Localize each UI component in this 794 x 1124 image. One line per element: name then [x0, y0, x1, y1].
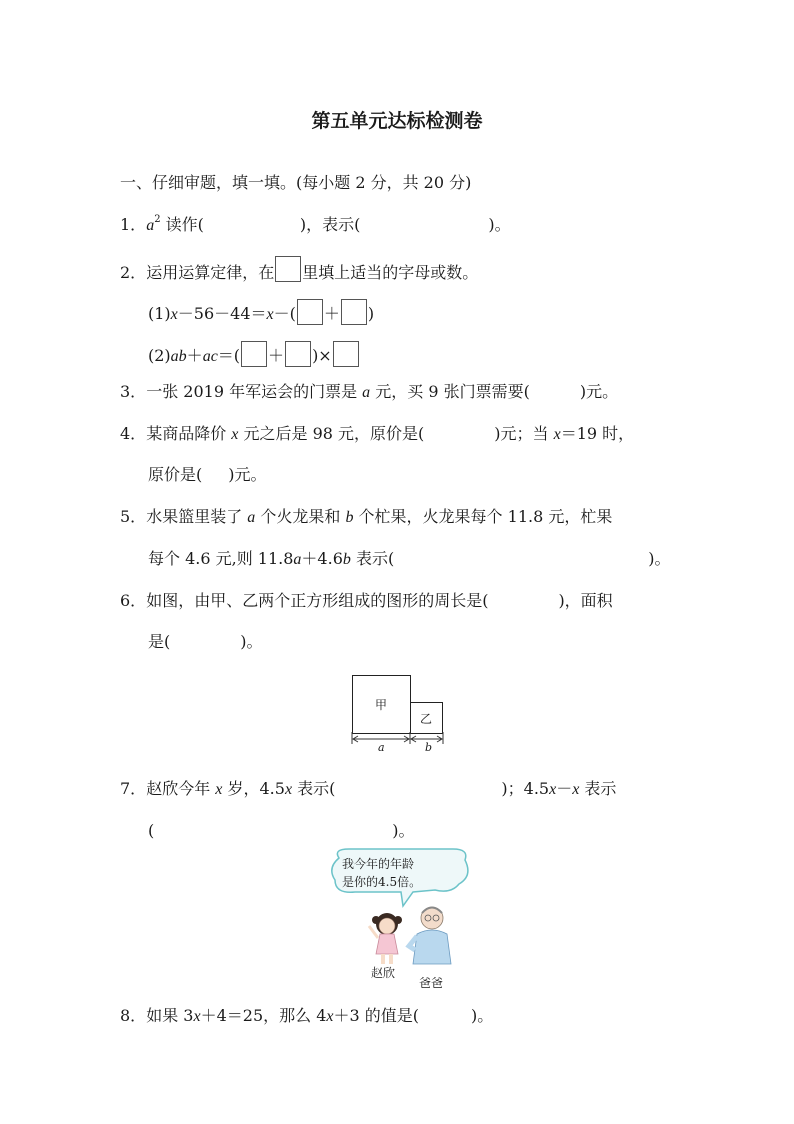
variable: a: [362, 384, 371, 401]
question-8: [120, 1003, 493, 1026]
character-label-dad: 爸爸: [419, 976, 444, 990]
question-number: 3．: [120, 382, 147, 401]
expression-text: ＋: [323, 304, 340, 323]
question-4-line-2: [148, 462, 267, 485]
question-2: [120, 256, 478, 283]
variable: x: [193, 1008, 201, 1025]
illustration: [325, 846, 475, 994]
question-text: 元之后是 98 元，原价是(: [238, 424, 425, 443]
variable: ac: [202, 348, 218, 365]
expression-text: ): [367, 304, 375, 323]
answer-box[interactable]: [275, 256, 301, 282]
question-text: )，面积: [558, 591, 613, 610]
variable: x: [215, 781, 223, 798]
dimension-label-b: b: [425, 741, 433, 754]
variable: a: [293, 551, 302, 568]
character-label-girl: 赵欣: [371, 966, 396, 980]
square-label: 乙: [420, 712, 433, 726]
answer-box[interactable]: [333, 341, 359, 367]
question-text: 岁，4.5: [222, 779, 285, 798]
question-text: 原价是(: [148, 465, 203, 484]
question-number: 6．: [120, 591, 147, 610]
variable: x: [326, 1008, 334, 1025]
question-text: )，表示(: [299, 215, 361, 234]
question-6: [120, 588, 613, 611]
speech-bubble-line-2: 是你的4.5倍。: [342, 875, 422, 889]
question-number: 5．: [120, 507, 147, 526]
squares-figure: [348, 672, 448, 754]
answer-box[interactable]: [241, 341, 267, 367]
expression-text: －56－44＝: [177, 304, 267, 323]
question-text: 元，买 9 张门票需要(: [370, 382, 530, 401]
question-text: 读作(: [160, 215, 204, 234]
question-text: 个火龙果和: [255, 507, 346, 526]
question-5: [120, 504, 612, 527]
dimension-lines: [348, 730, 448, 754]
expression-text: ＝(: [217, 346, 241, 365]
question-text: )。: [488, 215, 511, 234]
exponent: 2: [154, 214, 161, 225]
question-text: 某商品降价: [146, 424, 232, 443]
square-label: 甲: [375, 698, 388, 712]
variable: x: [231, 426, 239, 443]
variable: a: [247, 509, 256, 526]
page-title: 第五单元达标检测卷: [311, 110, 483, 132]
square-jia: [352, 675, 411, 734]
expression-text: －(: [273, 304, 296, 323]
speech-bubble-line-1: 我今年的年龄: [342, 857, 415, 871]
question-text: )。: [240, 632, 263, 651]
question-text: 赵欣今年: [146, 779, 216, 798]
variable: x: [572, 781, 580, 798]
question-number: 1．: [120, 215, 147, 234]
question-3: [120, 379, 618, 402]
question-text: －: [556, 779, 573, 798]
question-text: 表示: [579, 779, 617, 798]
question-text: 表示(: [350, 549, 395, 568]
question-text: 如图，由甲、乙两个正方形组成的图形的周长是(: [146, 591, 489, 610]
question-6-line-2: [148, 629, 263, 652]
variable: x: [266, 306, 274, 323]
answer-box[interactable]: [341, 299, 367, 325]
question-2-part-2: [148, 341, 360, 367]
question-number: 2．: [120, 263, 147, 282]
question-text: ＋3 的值是(: [333, 1006, 420, 1025]
question-text: (: [148, 821, 155, 840]
question-text: )元；当: [494, 424, 554, 443]
variable: b: [345, 509, 354, 526]
question-text: 是(: [148, 632, 171, 651]
question-text: ＝19 时，: [560, 424, 635, 443]
question-text: )。: [648, 549, 671, 568]
question-text: )。: [471, 1006, 494, 1025]
question-text: )；4.5: [501, 779, 550, 798]
variable: ab: [170, 348, 187, 365]
question-7: [120, 776, 616, 799]
question-4: [120, 421, 634, 444]
question-text: 运用运算定律，在: [146, 263, 275, 282]
question-number: 7．: [120, 779, 147, 798]
variable: a: [146, 217, 155, 234]
variable: x: [553, 426, 561, 443]
expression-text: )×: [312, 346, 332, 365]
question-7-line-2: [148, 818, 415, 841]
section-heading: 一、仔细审题，填一填。(每小题 2 分，共 20 分): [120, 173, 472, 192]
question-text: 每个 4.6 元,则 11.8: [148, 549, 294, 568]
expression-text: ＋: [268, 346, 285, 365]
question-2-part-1: [148, 299, 374, 325]
variable: x: [170, 306, 178, 323]
variable: x: [549, 781, 557, 798]
expression-text: ＋: [186, 346, 203, 365]
question-text: 表示(: [292, 779, 336, 798]
question-text: ＋4＝25，那么 4: [200, 1006, 327, 1025]
part-label: (2): [148, 346, 171, 365]
question-text: )。: [392, 821, 415, 840]
question-text: ＋4.6: [301, 549, 343, 568]
question-text: 一张 2019 年军运会的门票是: [146, 382, 363, 401]
question-text: 个杧果，火龙果每个 11.8 元，杧果: [353, 507, 613, 526]
part-label: (1): [148, 304, 171, 323]
dimension-label-a: a: [378, 741, 385, 754]
question-number: 8．: [120, 1006, 147, 1025]
question-5-line-2: [148, 546, 670, 569]
variable: x: [284, 781, 293, 798]
question-number: 4．: [120, 424, 147, 443]
question-text: )元。: [228, 465, 267, 484]
variable: b: [342, 551, 351, 568]
answer-box[interactable]: [285, 341, 311, 367]
question-text: 水果篮里装了: [146, 507, 248, 526]
question-text: 如果 3: [146, 1006, 194, 1025]
question-text: )元。: [579, 382, 619, 401]
question-1: [120, 212, 511, 235]
question-text: 里填上适当的字母或数。: [302, 263, 479, 282]
answer-box[interactable]: [297, 299, 323, 325]
